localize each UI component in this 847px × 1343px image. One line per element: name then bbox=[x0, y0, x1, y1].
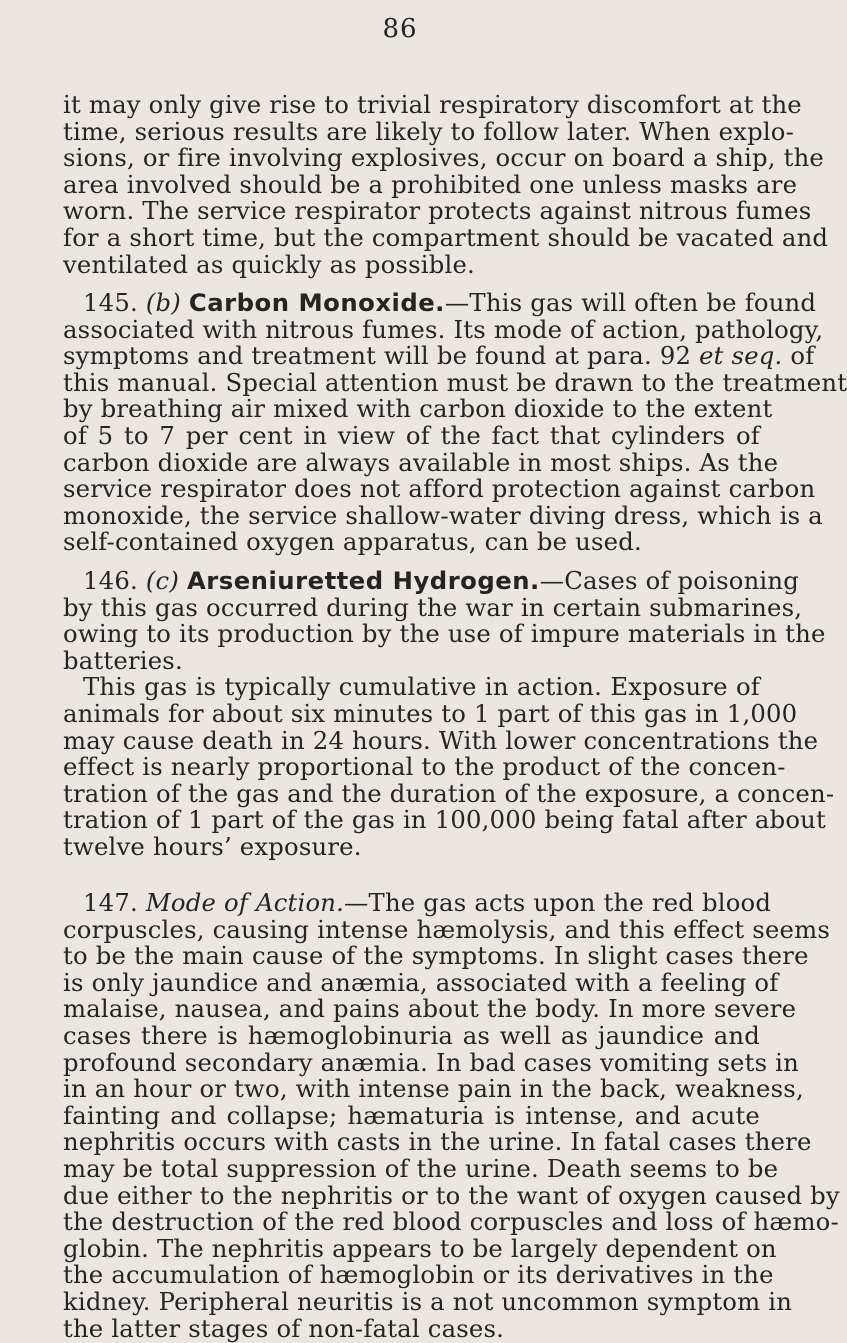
text-line: due either to the nephritis or to the want of oxygen caused by bbox=[63, 1180, 840, 1210]
text-line: may cause death in 24 hours. With lower concentrations the bbox=[63, 725, 819, 755]
text-line: fainting and collapse; hæmaturia is intense, and acute bbox=[63, 1100, 760, 1130]
text-line: corpuscles, causing intense hæmolysis, and this effect seems bbox=[63, 914, 831, 944]
text-line bbox=[63, 341, 815, 371]
text-line: batteries. bbox=[63, 645, 183, 675]
section-146 bbox=[63, 566, 835, 861]
text-line: the latter stages of non-fatal cases. bbox=[63, 1313, 505, 1343]
section-number: 145. bbox=[83, 288, 138, 317]
text-line: of 5 to 7 per cent in view of the fact that cylinders of bbox=[63, 420, 760, 450]
text-line: the accumulation of hæmoglobin or its derivatives in the bbox=[63, 1260, 774, 1290]
text-line: area involved should be a prohibited one unless masks are bbox=[63, 169, 798, 199]
text-line: sions, or fire involving explosives, occur on board a ship, the bbox=[63, 143, 825, 173]
section-145 bbox=[63, 288, 847, 557]
section-letter: (b) bbox=[145, 288, 181, 317]
section-heading: Carbon Monoxide. bbox=[188, 288, 445, 317]
text-line: cases there is hæmoglobinuria as well as jaundice and bbox=[63, 1020, 760, 1050]
section-heading: Mode of Action. bbox=[145, 888, 345, 917]
text-line: is only jaundice and anæmia, associated with a feeling of bbox=[63, 967, 779, 997]
section-heading-line bbox=[63, 888, 772, 917]
text-line: twelve hours’ exposure. bbox=[63, 831, 362, 861]
section-number: 146. bbox=[83, 566, 138, 595]
section-heading-line bbox=[63, 288, 817, 317]
heading-continuation: —Cases of poisoning bbox=[539, 566, 799, 595]
text-line-part: symptoms and treatment will be found at para. 92 bbox=[63, 341, 692, 371]
text-line: globin. The nephritis appears to be largely dependent on bbox=[63, 1233, 777, 1263]
text-line: effect is nearly proportional to the product of the concen- bbox=[63, 752, 786, 782]
text-line: it may only give rise to trivial respiratory discomfort at the bbox=[63, 90, 802, 119]
text-line: associated with nitrous fumes. Its mode of action, pathology, bbox=[63, 314, 824, 344]
text-line: profound secondary anæmia. In bad cases vomiting sets in bbox=[63, 1047, 800, 1077]
page-number: 86 bbox=[382, 14, 418, 44]
text-line: worn. The service respirator protects against nitrous fumes bbox=[63, 196, 812, 226]
text-line: animals for about six minutes to 1 part of this gas in 1,000 bbox=[63, 698, 798, 728]
heading-continuation: —The gas acts upon the red blood bbox=[344, 888, 772, 917]
text-line: for a short time, but the compartment should be vacated and bbox=[63, 222, 829, 252]
text-line: ventilated as quickly as possible. bbox=[63, 249, 475, 279]
latin-abbreviation: et seq. bbox=[699, 341, 783, 371]
text-line: nephritis occurs with casts in the urine. In fatal cases there bbox=[63, 1127, 812, 1157]
text-line: to be the main cause of the symptoms. In slight cases there bbox=[63, 941, 809, 971]
text-line: self-contained oxygen apparatus, can be used. bbox=[63, 527, 642, 557]
section-147 bbox=[63, 888, 840, 1343]
text-line: carbon dioxide are always available in most ships. As the bbox=[63, 447, 779, 477]
text-line: service respirator does not afford protection against carbon bbox=[63, 474, 816, 504]
heading-continuation: —This gas will often be found bbox=[444, 288, 817, 317]
paragraph-continuation bbox=[63, 90, 829, 279]
text-line: malaise, nausea, and pains about the body. In more severe bbox=[63, 994, 797, 1024]
text-line: this manual. Special attention must be drawn to the treatment bbox=[63, 367, 847, 397]
text-line: This gas is typically cumulative in action. Exposure of bbox=[83, 672, 760, 702]
text-line: owing to its production by the use of impure materials in the bbox=[63, 619, 826, 649]
text-line-part: of bbox=[790, 341, 815, 371]
text-line: tration of the gas and the duration of the exposure, a concen- bbox=[63, 778, 835, 808]
text-line: kidney. Peripheral neuritis is a not uncommon symptom in bbox=[63, 1286, 793, 1316]
section-heading: Arseniuretted Hydrogen. bbox=[186, 566, 540, 595]
section-heading-line bbox=[63, 566, 799, 595]
text-line: monoxide, the service shallow-water diving dress, which is a bbox=[63, 500, 823, 530]
section-letter: (c) bbox=[145, 566, 180, 595]
text-line: in an hour or two, with intense pain in the back, weakness, bbox=[63, 1074, 804, 1104]
text-line: time, serious results are likely to follow later. When explo- bbox=[63, 116, 795, 146]
text-line: tration of 1 part of the gas in 100,000 being fatal after about bbox=[63, 805, 826, 835]
section-number: 147. bbox=[83, 888, 138, 917]
text-line: by breathing air mixed with carbon dioxide to the extent bbox=[63, 394, 773, 424]
text-line: may be total suppression of the urine. Death seems to be bbox=[63, 1153, 779, 1183]
text-line: the destruction of the red blood corpuscles and loss of hæmo- bbox=[63, 1207, 839, 1237]
text-line: by this gas occurred during the war in certain submarines, bbox=[63, 592, 803, 622]
